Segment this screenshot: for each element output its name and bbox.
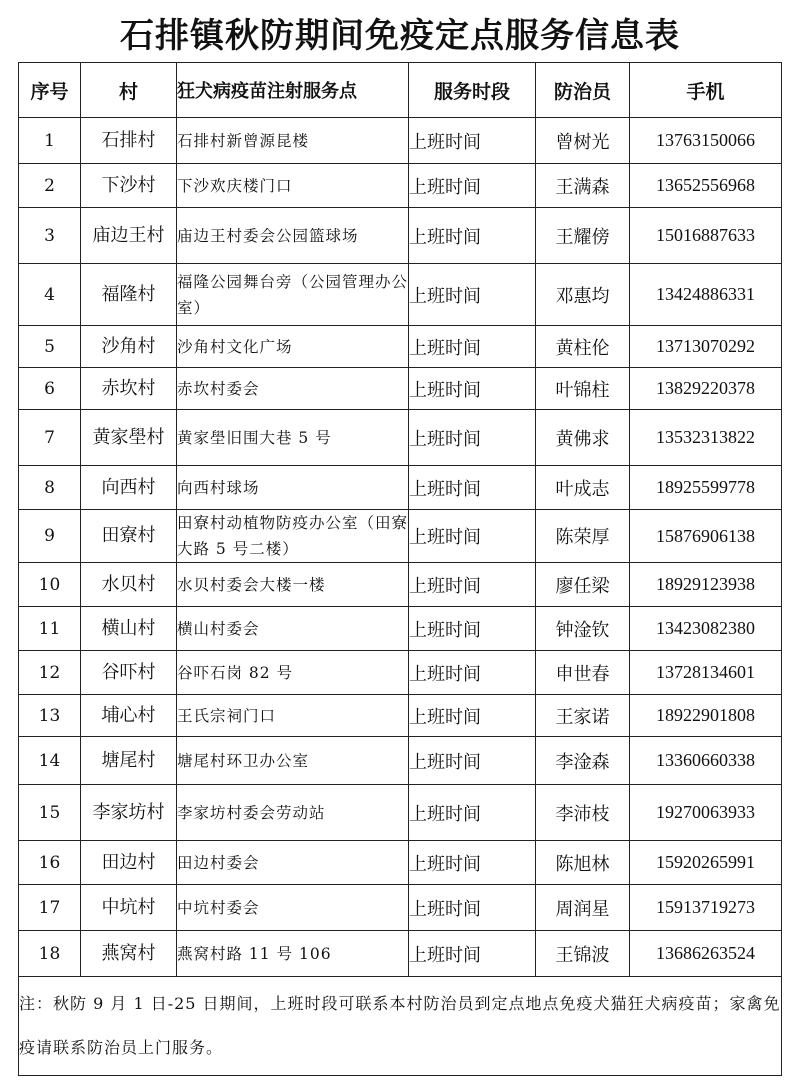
table-row (19, 164, 782, 208)
village-name: 庙边王村 (81, 208, 177, 264)
village-name: 谷吓村 (81, 651, 177, 695)
table-row (19, 466, 782, 510)
village-name: 埔心村 (81, 695, 177, 737)
phone-number: 18929123938 (630, 563, 782, 607)
staff-name: 陈旭林 (536, 841, 630, 885)
row-number: 8 (19, 466, 81, 510)
service-point: 黄家壆旧围大巷 5 号 (177, 410, 409, 466)
phone-number: 13686263524 (630, 931, 782, 977)
service-time: 上班时间 (409, 466, 536, 510)
header-phone: 手机 (630, 63, 782, 118)
village-name: 田边村 (81, 841, 177, 885)
staff-name: 廖任梁 (536, 563, 630, 607)
row-number: 7 (19, 410, 81, 466)
service-point: 田寮村动植物防疫办公室（田寮大路 5 号二楼） (177, 510, 409, 563)
staff-name: 李沛枝 (536, 785, 630, 841)
phone-number: 13652556968 (630, 164, 782, 208)
info-table (18, 62, 782, 1076)
row-number: 9 (19, 510, 81, 563)
service-time: 上班时间 (409, 510, 536, 563)
village-name: 田寮村 (81, 510, 177, 563)
row-number: 15 (19, 785, 81, 841)
service-point: 庙边王村委会公园篮球场 (177, 208, 409, 264)
service-point: 沙角村文化广场 (177, 326, 409, 368)
phone-number: 13728134601 (630, 651, 782, 695)
staff-name: 周润星 (536, 885, 630, 931)
service-time: 上班时间 (409, 607, 536, 651)
staff-name: 王耀傍 (536, 208, 630, 264)
row-number: 14 (19, 737, 81, 785)
row-number: 10 (19, 563, 81, 607)
service-time: 上班时间 (409, 368, 536, 410)
village-name: 石排村 (81, 118, 177, 164)
staff-name: 申世春 (536, 651, 630, 695)
village-name: 横山村 (81, 607, 177, 651)
service-time: 上班时间 (409, 563, 536, 607)
service-time: 上班时间 (409, 326, 536, 368)
service-time: 上班时间 (409, 208, 536, 264)
table-row (19, 208, 782, 264)
table-row (19, 326, 782, 368)
phone-number: 13423082380 (630, 607, 782, 651)
row-number: 5 (19, 326, 81, 368)
service-point: 向西村球场 (177, 466, 409, 510)
village-name: 向西村 (81, 466, 177, 510)
phone-number: 15876906138 (630, 510, 782, 563)
table-row (19, 841, 782, 885)
service-time: 上班时间 (409, 118, 536, 164)
row-number: 12 (19, 651, 81, 695)
table-row (19, 651, 782, 695)
phone-number: 13424886331 (630, 264, 782, 326)
staff-name: 钟淦钦 (536, 607, 630, 651)
table-row (19, 510, 782, 563)
service-time: 上班时间 (409, 785, 536, 841)
row-number: 4 (19, 264, 81, 326)
row-number: 18 (19, 931, 81, 977)
header-village: 村 (81, 63, 177, 118)
phone-number: 15920265991 (630, 841, 782, 885)
service-point: 谷吓石岗 82 号 (177, 651, 409, 695)
phone-number: 13713070292 (630, 326, 782, 368)
table-row (19, 885, 782, 931)
service-time: 上班时间 (409, 264, 536, 326)
row-number: 3 (19, 208, 81, 264)
service-point: 下沙欢庆楼门口 (177, 164, 409, 208)
service-time: 上班时间 (409, 695, 536, 737)
service-time: 上班时间 (409, 410, 536, 466)
row-number: 11 (19, 607, 81, 651)
staff-name: 叶锦柱 (536, 368, 630, 410)
staff-name: 陈荣厚 (536, 510, 630, 563)
village-name: 赤坎村 (81, 368, 177, 410)
row-number: 2 (19, 164, 81, 208)
service-time: 上班时间 (409, 737, 536, 785)
row-number: 17 (19, 885, 81, 931)
table-row (19, 563, 782, 607)
village-name: 沙角村 (81, 326, 177, 368)
staff-name: 王满森 (536, 164, 630, 208)
table-row (19, 118, 782, 164)
row-number: 6 (19, 368, 81, 410)
table-row (19, 607, 782, 651)
village-name: 水贝村 (81, 563, 177, 607)
phone-number: 13763150066 (630, 118, 782, 164)
phone-number: 19270063933 (630, 785, 782, 841)
service-point: 水贝村委会大楼一楼 (177, 563, 409, 607)
footnote: 注：秋防 9 月 1 日-25 日期间，上班时段可联系本村防治员到定点地点免疫犬猫狂犬病疫苗；家禽免疫请联系防治员上门服务。 (19, 977, 782, 1076)
service-point: 石排村新曾源昆楼 (177, 118, 409, 164)
header-staff: 防治员 (536, 63, 630, 118)
service-point: 李家坊村委会劳动站 (177, 785, 409, 841)
service-point: 赤坎村委会 (177, 368, 409, 410)
row-number: 1 (19, 118, 81, 164)
staff-name: 王锦波 (536, 931, 630, 977)
header-row (19, 63, 782, 118)
table-row (19, 410, 782, 466)
village-name: 燕窝村 (81, 931, 177, 977)
service-point: 中坑村委会 (177, 885, 409, 931)
header-no: 序号 (19, 63, 81, 118)
phone-number: 13829220378 (630, 368, 782, 410)
page-title: 石排镇秋防期间免疫定点服务信息表 (120, 16, 680, 56)
phone-number: 13532313822 (630, 410, 782, 466)
row-number: 16 (19, 841, 81, 885)
phone-number: 15913719273 (630, 885, 782, 931)
header-point: 狂犬病疫苗注射服务点 (177, 63, 409, 118)
service-point: 燕窝村路 11 号 106 (177, 931, 409, 977)
staff-name: 曾树光 (536, 118, 630, 164)
table-row (19, 264, 782, 326)
table-row (19, 695, 782, 737)
village-name: 中坑村 (81, 885, 177, 931)
staff-name: 邓惠均 (536, 264, 630, 326)
staff-name: 黄柱伦 (536, 326, 630, 368)
service-point: 田边村委会 (177, 841, 409, 885)
service-time: 上班时间 (409, 885, 536, 931)
phone-number: 13360660338 (630, 737, 782, 785)
service-time: 上班时间 (409, 164, 536, 208)
phone-number: 15016887633 (630, 208, 782, 264)
service-point: 塘尾村环卫办公室 (177, 737, 409, 785)
phone-number: 18922901808 (630, 695, 782, 737)
village-name: 塘尾村 (81, 737, 177, 785)
village-name: 福隆村 (81, 264, 177, 326)
staff-name: 叶成志 (536, 466, 630, 510)
phone-number: 18925599778 (630, 466, 782, 510)
table-row (19, 737, 782, 785)
service-time: 上班时间 (409, 841, 536, 885)
staff-name: 李淦森 (536, 737, 630, 785)
service-time: 上班时间 (409, 651, 536, 695)
staff-name: 王家诺 (536, 695, 630, 737)
village-name: 黄家壆村 (81, 410, 177, 466)
note-row (19, 977, 782, 1076)
row-number: 13 (19, 695, 81, 737)
header-time: 服务时段 (409, 63, 536, 118)
service-point: 横山村委会 (177, 607, 409, 651)
service-point: 福隆公园舞台旁（公园管理办公室） (177, 264, 409, 326)
table-row (19, 931, 782, 977)
service-point: 王氏宗祠门口 (177, 695, 409, 737)
table-row (19, 368, 782, 410)
village-name: 李家坊村 (81, 785, 177, 841)
village-name: 下沙村 (81, 164, 177, 208)
table-row (19, 785, 782, 841)
staff-name: 黄佛求 (536, 410, 630, 466)
service-time: 上班时间 (409, 931, 536, 977)
